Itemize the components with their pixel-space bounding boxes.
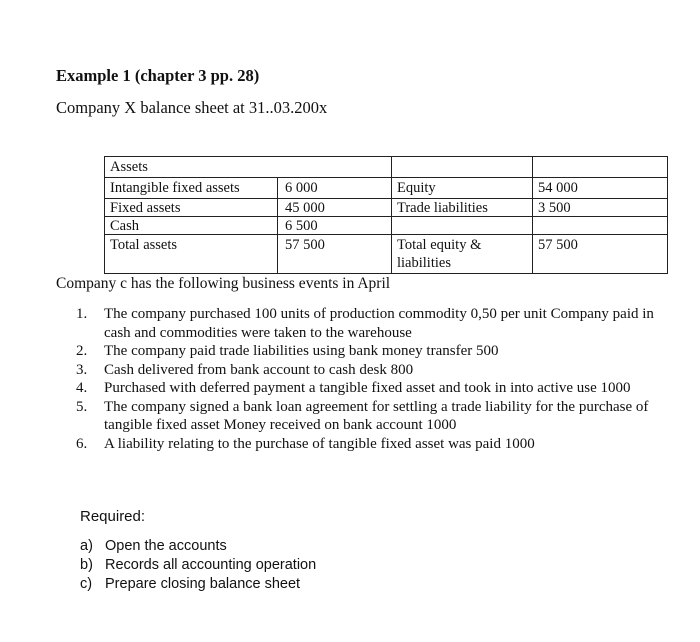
liability-name: Equity: [397, 180, 436, 196]
required-label: Required:: [80, 508, 146, 525]
document-subtitle: Company X balance sheet at 31..03.200x: [56, 98, 328, 117]
list-item: [76, 398, 676, 435]
table-column-divider: [277, 177, 278, 274]
required-list: [80, 537, 316, 594]
list-item-text: Records all accounting operation: [105, 557, 317, 573]
list-item-text: The company signed a bank loan agreement for settling a trade liability for the purchase of tangible fixed asset Money received on bank account 1000: [104, 398, 649, 433]
table-border-right: [667, 156, 668, 274]
list-item: [76, 435, 676, 454]
list-item-number: 3.: [76, 361, 88, 378]
asset-value: 6 000: [285, 180, 318, 196]
list-item-number: 4.: [76, 380, 88, 396]
balance-sheet-table: [104, 156, 668, 274]
table-border-top: [104, 156, 668, 157]
liability-value: 57 500: [538, 237, 578, 253]
table-header-assets: Assets: [110, 159, 148, 175]
list-item: [80, 556, 316, 575]
list-item-label: c): [80, 576, 93, 592]
table-row-divider: [104, 198, 668, 199]
asset-name: Total assets: [110, 237, 178, 253]
list-item-number: 5.: [76, 398, 88, 415]
liability-value: 54 000: [538, 180, 578, 196]
table-row-divider: [104, 234, 668, 235]
liability-value: 3 500: [538, 200, 571, 216]
list-item: [80, 537, 316, 556]
asset-value: 45 000: [285, 200, 325, 216]
asset-value: 6 500: [285, 218, 318, 234]
list-item-number: 1.: [76, 306, 88, 322]
list-item-text: The company purchased 100 units of production commodity 0,50 per unit Company paid in cash and commodities were taken to the warehouse: [104, 306, 654, 341]
list-item-label: a): [80, 538, 93, 554]
table-border-bottom: [104, 273, 668, 274]
list-item-label: b): [80, 557, 93, 573]
table-column-divider: [391, 156, 392, 274]
table-border-left: [104, 156, 105, 274]
list-item: [76, 342, 676, 361]
liability-name: Trade liabilities: [397, 200, 488, 216]
list-item-number: 6.: [76, 435, 88, 452]
table-row-divider: [104, 216, 668, 217]
events-list: [76, 305, 676, 453]
list-item-text: Prepare closing balance sheet: [105, 576, 301, 592]
document-title: Example 1 (chapter 3 pp. 28): [56, 66, 260, 85]
list-item-text: The company paid trade liabilities using bank money transfer 500: [104, 343, 499, 359]
asset-value: 57 500: [285, 237, 325, 253]
events-intro: Company c has the following business events in April: [56, 275, 391, 292]
asset-name: Cash: [110, 218, 139, 234]
asset-name: Intangible fixed assets: [110, 180, 240, 196]
list-item-text: Open the accounts: [105, 538, 227, 554]
list-item-text: A liability relating to the purchase of tangible fixed asset was paid 1000: [104, 435, 535, 452]
list-item: [76, 379, 676, 398]
liability-name-line1: Total equity &: [397, 237, 482, 253]
list-item: [80, 575, 316, 594]
table-column-divider: [532, 156, 533, 274]
list-item-number: 2.: [76, 343, 88, 359]
liability-name-line2: liabilities: [397, 255, 451, 271]
asset-name: Fixed assets: [110, 200, 181, 216]
list-item: [76, 305, 676, 342]
table-row-divider: [104, 177, 668, 178]
list-item-text: Cash delivered from bank account to cash desk 800: [104, 361, 414, 378]
list-item: [76, 361, 676, 380]
list-item-text: Purchased with deferred payment a tangible fixed asset and took in into active use 1000: [104, 380, 631, 396]
